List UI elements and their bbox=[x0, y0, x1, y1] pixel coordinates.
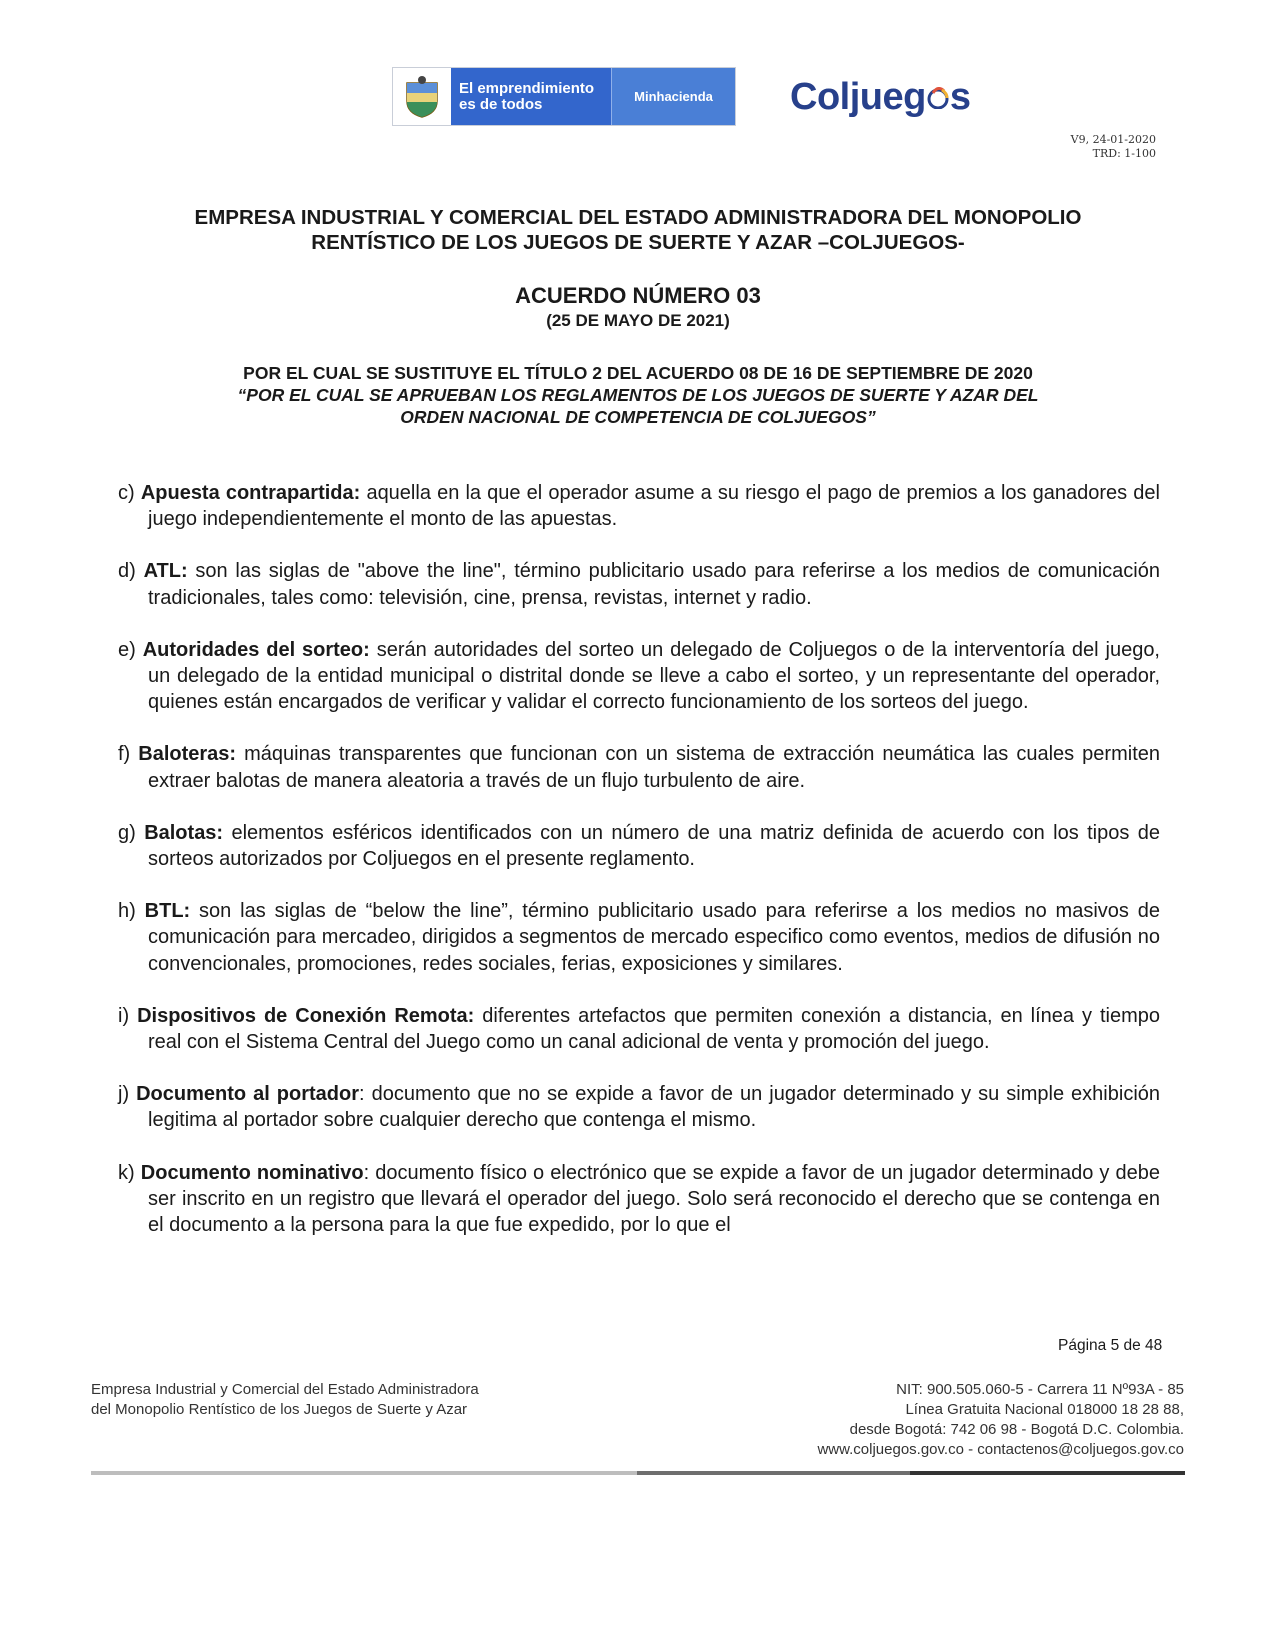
colombia-shield-icon bbox=[393, 68, 451, 125]
definition-letter: e) bbox=[118, 638, 136, 661]
footer-contact-link[interactable]: www.coljuegos.gov.co - contactenos@coljuegos.gov.co bbox=[817, 1441, 1184, 1458]
definition-item bbox=[118, 480, 1160, 532]
definition-letter: i) bbox=[118, 1004, 130, 1027]
definition-term: Documento nominativo bbox=[140, 1161, 364, 1184]
definition-letter: k) bbox=[118, 1161, 135, 1184]
entity-title-line: EMPRESA INDUSTRIAL Y COMERCIAL DEL ESTADO ADMINISTRADORA DEL MONOPOLIO bbox=[194, 206, 1082, 229]
definition-term: Autoridades del sorteo: bbox=[142, 638, 370, 661]
definition-item bbox=[118, 558, 1160, 610]
coljuegos-mark-icon bbox=[927, 87, 949, 109]
trd-text: TRD: 1-100 bbox=[1092, 147, 1156, 160]
definition-text: diferentes artefactos que permiten conexión a distancia, en línea y tiempo real con el Sistema Central del Juego como un canal adicional de venta y promoción del juego. bbox=[148, 1004, 1160, 1054]
footer-entity-line: del Monopolio Rentístico de los Juegos de Suerte y Azar bbox=[91, 1400, 468, 1418]
definition-letter: c) bbox=[118, 482, 135, 504]
definition-item bbox=[118, 637, 1160, 716]
definition-text: elementos esféricos identificados con un número de una matriz definida de acuerdo con los tipos de sorteos autorizados por Coljuegos en el presente reglamento. bbox=[148, 821, 1160, 871]
definition-item bbox=[118, 820, 1160, 872]
government-logo bbox=[392, 67, 736, 126]
definitions-list bbox=[118, 460, 1160, 1264]
footer-contact-line: NIT: 900.505.060-5 - Carrera 11 Nº93A - 85 bbox=[896, 1381, 1184, 1398]
footer-contact bbox=[817, 1380, 1184, 1460]
definition-term: BTL: bbox=[144, 900, 191, 923]
subject-line: “POR EL CUAL SE APRUEBAN LOS REGLAMENTOS DE LOS JUEGOS DE SUERTE Y AZAR DEL bbox=[237, 385, 1039, 405]
ministry-label: Minhacienda bbox=[611, 68, 735, 125]
entity-title bbox=[0, 205, 1276, 255]
footer-contact-line: Línea Gratuita Nacional 018000 18 28 88, bbox=[905, 1401, 1184, 1418]
version-stamp bbox=[1071, 133, 1156, 161]
definition-text: serán autoridades del sorteo un delegado de Coljuegos o de la interventoría del juego, un delegado de la entidad municipal o distrital donde se lleve a cabo el sorteo, y un representante del operador, quienes están encargados de verificar y validar el correcto funcionamiento de los sorteos del juego. bbox=[148, 638, 1160, 714]
definition-term: Documento al portador bbox=[136, 1083, 360, 1106]
definition-letter: d) bbox=[118, 560, 136, 583]
version-text: V9, 24-01-2020 bbox=[1070, 133, 1156, 146]
brand-text: s bbox=[949, 76, 971, 118]
acuerdo-date: (25 DE MAYO DE 2021) bbox=[546, 311, 730, 330]
brand-text: Coljueg bbox=[790, 76, 926, 118]
page-number: Página 5 de 48 bbox=[1058, 1337, 1163, 1354]
subject-line: ORDEN NACIONAL DE COMPETENCIA DE COLJUEGOS” bbox=[400, 407, 876, 427]
definition-item bbox=[118, 898, 1160, 977]
definition-term: Baloteras: bbox=[138, 743, 237, 766]
definition-term: ATL: bbox=[143, 560, 188, 583]
coljuegos-logo bbox=[790, 76, 970, 119]
entity-title-line: RENTÍSTICO DE LOS JUEGOS DE SUERTE Y AZAR –COLJUEGOS- bbox=[311, 231, 965, 254]
definition-term: Dispositivos de Conexión Remota: bbox=[137, 1004, 475, 1027]
definition-term: Apuesta contrapartida: bbox=[140, 482, 361, 504]
footer-divider bbox=[91, 1471, 1185, 1475]
definition-text: son las siglas de “below the line”, término publicitario usado para referirse a los medios no masivos de comunicación para mercadeo, dirigidos a segmentos de mercado especifico como eventos, medios de difusión no convencionales, promociones, redes sociales, ferias, exposiciones y similares. bbox=[148, 900, 1160, 975]
footer-contact-line: desde Bogotá: 742 06 98 - Bogotá D.C. Colombia. bbox=[849, 1421, 1184, 1438]
acuerdo-number: ACUERDO NÚMERO 03 bbox=[515, 283, 761, 308]
subject-line: POR EL CUAL SE SUSTITUYE EL TÍTULO 2 DEL ACUERDO 08 DE 16 DE SEPTIEMBRE DE 2020 bbox=[243, 363, 1033, 383]
definition-text: son las siglas de "above the line", término publicitario usado para referirse a los medios de comunicación tradicionales, tales como: televisión, cine, prensa, revistas, internet y radio. bbox=[148, 560, 1160, 609]
definition-item bbox=[118, 1160, 1160, 1239]
definition-item bbox=[118, 741, 1160, 793]
gov-slogan-line: es de todos bbox=[459, 95, 543, 113]
definition-item bbox=[118, 1003, 1160, 1055]
definition-letter: g) bbox=[118, 821, 136, 844]
footer-entity bbox=[91, 1380, 479, 1419]
definition-text: aquella en la que el operador asume a su riesgo el pago de premios a los ganadores del juego independientemente el monto de las apuestas. bbox=[148, 482, 1160, 531]
gov-slogan bbox=[451, 68, 611, 125]
definition-item bbox=[118, 1081, 1160, 1133]
definition-text: : documento físico o electrónico que se expide a favor de un jugador determinado y debe ser inscrito en un registro que llevará el operador del juego. Solo será reconocido el derecho que se contenga en el documento a la persona para la que fue expedido, por lo que el bbox=[148, 1161, 1161, 1237]
definition-letter: h) bbox=[118, 900, 136, 923]
footer-entity-line: Empresa Industrial y Comercial del Estado Administradora bbox=[91, 1381, 479, 1398]
definition-term: Balotas: bbox=[144, 821, 224, 844]
definition-text: : documento que no se expide a favor de un jugador determinado y su simple exhibición legitima al portador sobre cualquier derecho que contenga el mismo. bbox=[148, 1083, 1161, 1132]
gov-slogan-line: El emprendimiento bbox=[459, 79, 595, 97]
definition-letter: f) bbox=[118, 743, 131, 766]
definition-letter: j) bbox=[118, 1083, 130, 1106]
acuerdo-subject bbox=[0, 362, 1276, 428]
definition-text: máquinas transparentes que funcionan con un sistema de extracción neumática las cuales permiten extraer balotas de manera aleatoria a través de un flujo turbulento de aire. bbox=[148, 743, 1160, 792]
